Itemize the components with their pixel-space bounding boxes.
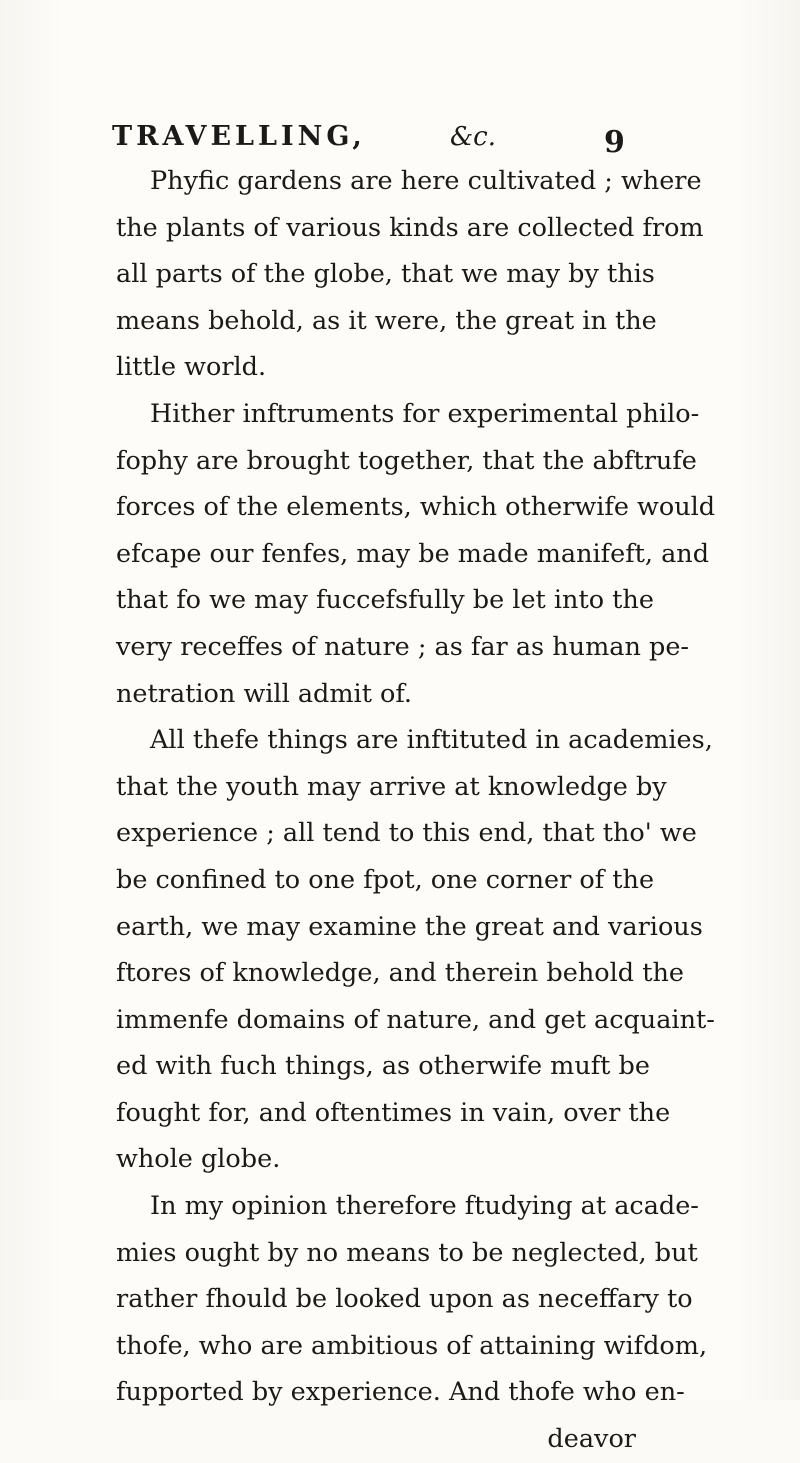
body-text: [116, 158, 716, 1463]
running-head-title: TRAVELLING,: [112, 121, 366, 152]
page-number: 9: [604, 125, 625, 160]
text-line: Hither inftruments for experimental philo-: [150, 398, 700, 429]
text-line: efcape our fenfes, may be made manifeft, and: [116, 538, 710, 569]
text-line: whole globe.: [116, 1144, 281, 1175]
text-line: all parts of the globe, that we may by this: [116, 259, 655, 290]
text-line: Phyfic gardens are here cultivated ; where: [150, 166, 702, 196]
text-line: In my opinion therefore ftudying at acade-: [150, 1191, 699, 1222]
text-line: that fo we may fuccefsfully be let into the: [116, 585, 654, 616]
text-line: immenfe domains of nature, and get acquaint-: [116, 1004, 715, 1035]
text-line: mies ought by no means to be neglected, but: [116, 1237, 698, 1268]
text-line: earth, we may examine the great and various: [116, 911, 703, 942]
catchword: deavor: [547, 1424, 636, 1455]
text-line: All thefe things are inftituted in academies,: [150, 725, 713, 756]
text-line: forces of the elements, which otherwife would: [116, 492, 716, 523]
text-line: fophy are brought together, that the abftrufe: [116, 445, 697, 476]
text-line: experience ; all tend to this end, that tho' we: [116, 818, 697, 849]
running-head-etc: &c.: [450, 122, 496, 152]
text-line: fought for, and oftentimes in vain, over the: [116, 1097, 671, 1128]
text-line: rather fhould be looked upon as neceffary to: [116, 1284, 693, 1315]
text-line: netration will admit of.: [116, 678, 413, 709]
text-line: very receffes of nature ; as far as human pe-: [116, 631, 690, 662]
text-line: little world.: [116, 352, 267, 383]
text-line: be confined to one fpot, one corner of the: [116, 864, 655, 895]
text-line: means behold, as it were, the great in the: [116, 305, 657, 336]
text-line: fupported by experience. And thofe who en-: [116, 1377, 685, 1408]
text-line: the plants of various kinds are collected from: [116, 212, 704, 243]
text-line: ed with fuch things, as otherwife muft be: [116, 1051, 650, 1082]
text-line: that the youth may arrive at knowledge by: [116, 771, 667, 802]
text-line: ftores of knowledge, and therein behold the: [116, 958, 684, 989]
text-line: thofe, who are ambitious of attaining wifdom,: [116, 1330, 708, 1361]
running-head: [112, 112, 632, 162]
